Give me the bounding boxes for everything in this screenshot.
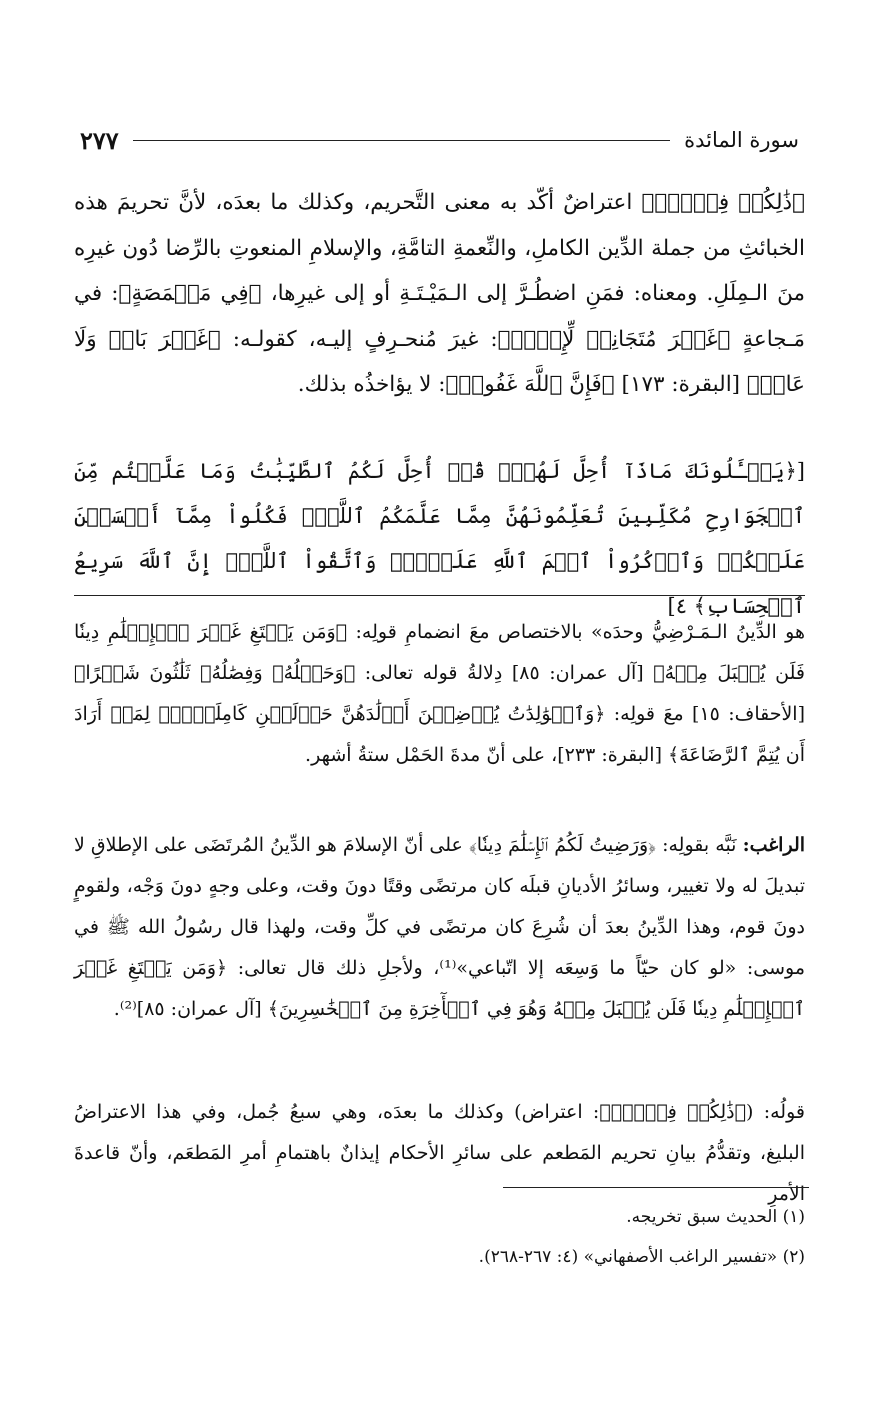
hashiya-paragraph-2-text: نَبَّه بقولِه: ﴿وَرَضِيتُ لَكُمُ ٱلۡإِسۡلَٰمَ دِينٗا﴾ على أنّ الإسلامَ هو الدِّينُ المُرتَضَى على الإطلاقِ لا تبديلَ له ولا تغيير، وسائرُ الأديانِ قبلَه كان مرتضًى وقتًا دونَ وقت، وعلى وجهٍ دونَ وَجْه، ولقومٍ دونَ قوم، وهذا الدِّينُ بعدَ أن شُرِعَ كان مرتضًى في كلِّ وقت، ولهذا قال رسُولُ الله ﷺ في موسى: «لو كان حيّاً ما وَسِعَه إلا اتّباعي»⁽¹⁾، ولأجلِ ذلك قال تعالى: ﴿وَمَن يَبۡتَغِ غَيۡرَ ٱلۡإِسۡلَٰمِ دِينٗا فَلَن يُقۡبَلَ مِنۡهُ وَهُوَ فِي ٱلۡأٓخِرَةِ مِنَ ٱلۡخَٰسِرِينَ﴾ [آل عمران: ٨٥]⁽²⁾.: [74, 834, 805, 1020]
hashiya-paragraph-1: هو الدِّينُ الـمَـرْضِيُّ وحدَه» بالاختصاص معَ انضمامِ قولِه: ﴿وَمَن يَبۡتَغِ غَيۡرَ ٱلۡإِسۡلَٰمِ دِينٗا فَلَن يُقۡبَلَ مِنۡهُ﴾ [آل عمران: ٨٥] دِلالةُ قوله تعالى: ﴿وَحَمۡلُهُۥ وَفِصَٰلُهُۥ ثَلَٰثُونَ شَهۡرًا﴾ [الأحقاف: ١٥] معَ قولِه: ﴿وَٱلۡوَٰلِدَٰتُ يُرۡضِعۡنَ أَوۡلَٰدَهُنَّ حَوۡلَيۡنِ كَامِلَيۡنِۖ لِمَنۡ أَرَادَ أَن يُتِمَّ ٱلرَّضَاعَةَ﴾ [البقرة: ٢٣٣]، على أنّ مدةَ الحَمْل ستةُ أشهر.: [74, 621, 805, 766]
hashiya-paragraph-3-text: (﴿ذَٰلِكُمۡ فِسۡقٌۗ﴾: اعتراض) وكذلك ما بعدَه، وهي سبعُ جُمل، وفي هذا الاعتراضُ البليغ، وتقدُّمُ بيانِ تحريم المَطعم على سائرِ الأحكام إيذانٌ باهتمامِ أمرِ المَطعَم، وأنّ قاعدةَ الأمرِ: [74, 1101, 805, 1205]
quran-verse: [﴿يَسۡـَٔلُونَكَ مَاذَآ أُحِلَّ لَهُمۡۖ قُلۡ أُحِلَّ لَكُمُ ٱلطَّيِّبَٰتُ وَمَا عَلَّمۡتُم مِّنَ ٱلۡجَوَارِحِ مُكَلِّبِينَ تُعَلِّمُونَهُنَّ مِمَّا عَلَّمَكُمُ ٱللَّهُۖ فَكُلُواْ مِمَّآ أَمۡسَكۡنَ عَلَيۡكُمۡ وَٱذۡكُرُواْ ٱسۡمَ ٱللَّهِ عَلَيۡهِۖ وَٱتَّقُواْ ٱللَّهَۚ إِنَّ ٱللَّهَ سَرِيعُ ٱلۡحِسَابِ﴾ ٤]: [74, 459, 805, 618]
section-divider: [74, 595, 805, 596]
footnote-2: (٢) «تفسير الراغب الأصفهاني» (٤: ٢٦٧-٢٦٨).: [478, 1247, 805, 1267]
hashiya-paragraph-3: [74, 1092, 805, 1215]
running-header: [80, 120, 799, 160]
commentary-paragraph: ﴿ذَٰلِكُمۡ فِسۡقٌۗ﴾ اعتراضٌ أكّد به معنى التَّحريم، وكذلك ما بعدَه، لأنَّ تحريمَ هذه الخبائثِ من جملة الدِّين الكاملِ، والنِّعمةِ التامَّةِ، والإسلامِ المنعوتِ بالرِّضا دُون غيرِه منَ الـمِلَلِ. ومعناه: فمَنِ اضطُـرَّ إلى الـمَيْـتَـةِ أو إلى غيرِها، ﴿فِي مَخۡمَصَةٍ﴾: في مَـجاعةٍ ﴿غَيۡرَ مُتَجَانِفٖ لِّإِثۡمٖ﴾: غيرَ مُنحـرِفٍ إليـه، كقولـه: ﴿غَيۡرَ بَاغٖ وَلَا عَادٖ﴾ [البقرة: ١٧٣] ﴿فَإِنَّ ٱللَّهَ غَفُورٞ﴾: لا يؤاخذُه بذلك.: [74, 190, 805, 398]
hashiya-paragraph-2-label: الراغب:: [742, 834, 806, 856]
surah-name: سورة المائدة: [684, 128, 799, 152]
page-number: ٢٧٧: [80, 125, 119, 155]
hashiya-paragraph-2: [74, 825, 805, 1030]
header-rule: [133, 140, 670, 141]
footnote-1: (١) الحديث سبق تخريجه.: [626, 1207, 805, 1227]
hashiya-paragraph-3-label: قولُه:: [763, 1101, 805, 1123]
footnote-divider: [503, 1187, 809, 1188]
